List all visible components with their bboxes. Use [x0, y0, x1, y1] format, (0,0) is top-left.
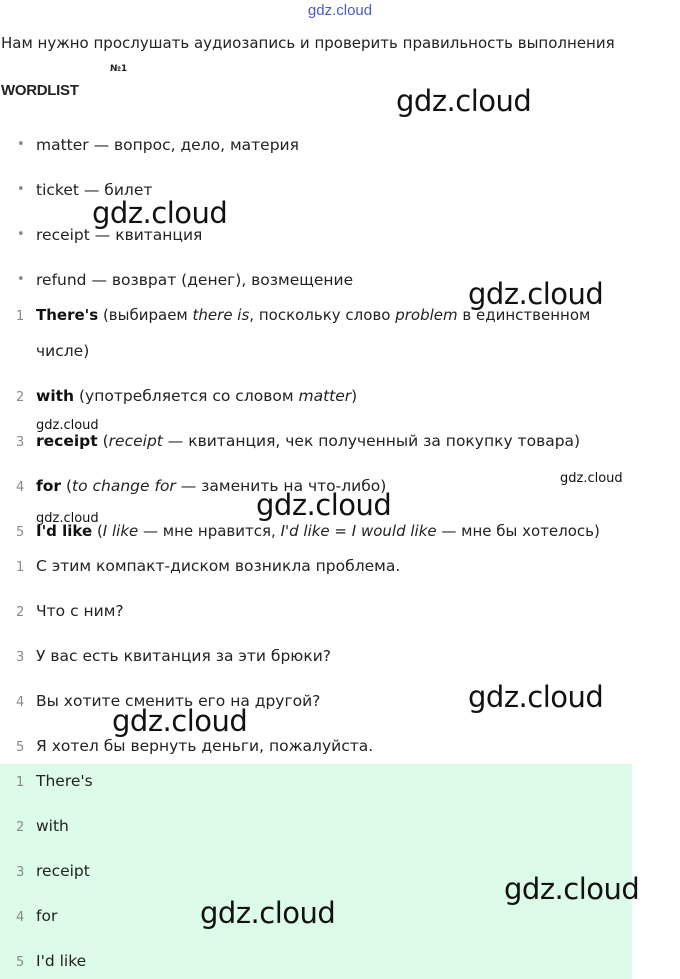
wordlist-item: receipt — квитанция — [36, 226, 203, 244]
translation-item: Что с ним? — [36, 602, 124, 620]
list-number: 3 — [16, 435, 25, 450]
explanation-item: with (употребляется со словом matter) — [36, 387, 358, 405]
answer-item: I'd like — [36, 952, 87, 970]
explanation-item: receipt (receipt — квитанция, чек полученный за покупку товара) — [36, 432, 581, 450]
watermark: gdz.cloud — [396, 84, 532, 118]
translation-item: С этим компакт-диском возникла проблема. — [36, 557, 401, 575]
watermark: gdz.cloud — [504, 872, 640, 906]
list-number: 3 — [16, 865, 25, 880]
answer-word: with — [36, 387, 75, 405]
list-number: 2 — [16, 605, 25, 620]
answer-word: There's — [36, 306, 99, 324]
watermark: gdz.cloud — [36, 511, 99, 526]
watermark: gdz.cloud — [112, 704, 248, 738]
answer-item: receipt — [36, 862, 90, 880]
answer-word: receipt — [36, 432, 98, 450]
list-number: 4 — [16, 910, 25, 925]
watermark: gdz.cloud — [92, 196, 228, 230]
answer-item: with — [36, 817, 69, 835]
list-number: 4 — [16, 695, 25, 710]
watermark: gdz.cloud — [468, 277, 604, 311]
list-number: 5 — [16, 740, 25, 755]
watermark: gdz.cloud — [256, 488, 392, 522]
translation-item: Я хотел бы вернуть деньги, пожалуйста. — [36, 737, 374, 755]
site-logo[interactable]: gdz.cloud — [307, 2, 373, 19]
list-number: 5 — [16, 525, 25, 540]
translation-item: У вас есть квитанция за эти брюки? — [36, 647, 332, 665]
answer-word: for — [36, 477, 62, 495]
list-number: 1 — [16, 560, 25, 575]
watermark: gdz.cloud — [468, 680, 604, 714]
list-number: 2 — [16, 820, 25, 835]
wordlist-item: ticket — билет — [36, 181, 153, 199]
clipped-text: №1 — [110, 64, 128, 73]
list-number: 1 — [16, 775, 25, 790]
watermark: gdz.cloud — [560, 471, 623, 486]
bullet-icon: • — [17, 137, 25, 152]
watermark: gdz.cloud — [36, 418, 99, 433]
explanation-item: for (to change for — заменить на что-либо) — [36, 477, 387, 495]
list-number: 4 — [16, 480, 25, 495]
explanation-continued: числе) — [36, 342, 90, 360]
wordlist-title: WORDLIST — [1, 82, 79, 99]
bullet-icon: • — [17, 227, 25, 242]
bullet-icon: • — [17, 182, 25, 197]
intro-text: Нам нужно прослушать аудиозапись и проверить правильность выполнения — [1, 34, 615, 52]
answer-item: for — [36, 907, 58, 925]
list-number: 2 — [16, 390, 25, 405]
translation-item: Вы хотите сменить его на другой? — [36, 692, 321, 710]
bullet-icon: • — [17, 272, 25, 287]
wordlist-item: matter — вопрос, дело, материя — [36, 136, 299, 154]
list-number: 3 — [16, 650, 25, 665]
list-number: 5 — [16, 955, 25, 970]
answer-item: There's — [36, 772, 93, 790]
watermark: gdz.cloud — [200, 896, 336, 930]
list-number: 1 — [16, 309, 25, 324]
wordlist-item: refund — возврат (денег), возмещение — [36, 271, 354, 289]
explanation-item: There's (выбираем there is, поскольку слово problem в единственном — [36, 306, 591, 324]
answer-word: I'd like — [36, 522, 93, 540]
explanation-item: I'd like (I like — мне нравится, I'd like = I would like — мне бы хотелось) — [36, 522, 600, 540]
